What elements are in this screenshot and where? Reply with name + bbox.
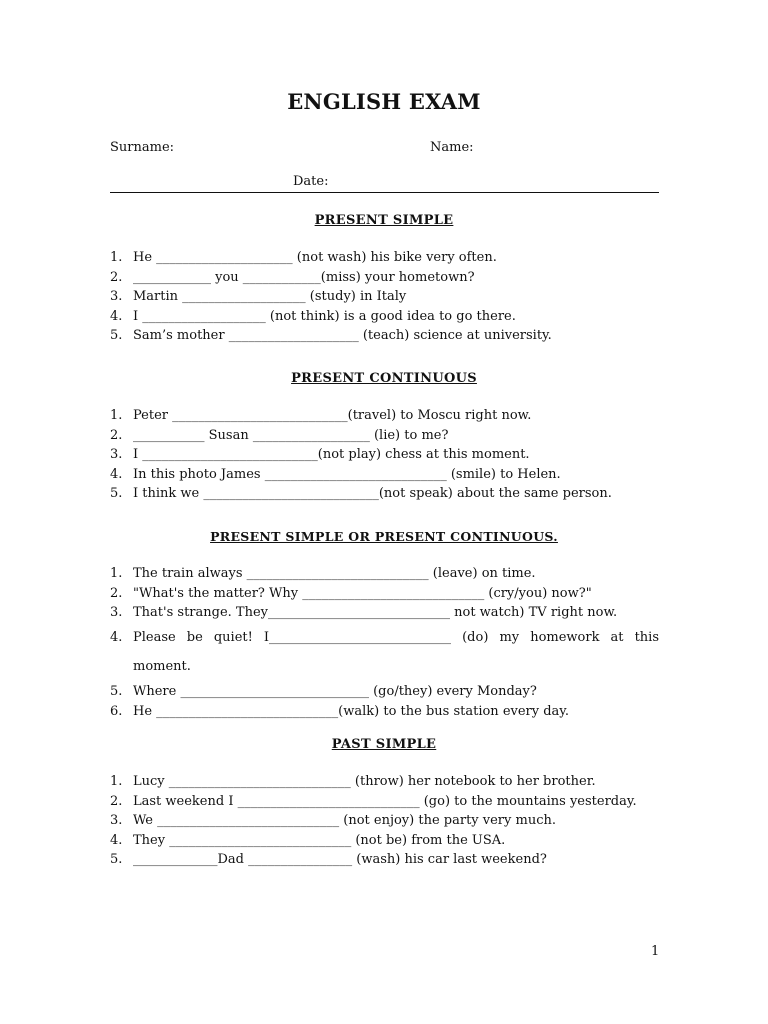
exam-title: ENGLISH EXAM [287,89,481,114]
list-item [110,564,659,584]
date-label: Date: [293,174,329,189]
item-number: 4. [110,308,123,324]
section-heading-past-simple: PAST SIMPLE [331,737,437,752]
page-number: 1 [651,944,660,959]
list-item [110,603,659,623]
item-number: 3. [110,813,123,829]
item-text: I think we ___________________________(not speak) about the same person. [133,486,612,502]
item-text: I ___________________________(not play) chess at this moment. [133,447,530,463]
list-item [110,406,659,426]
item-text: The train always ____________________________ (leave) on time. [133,566,536,581]
item-number: 2. [110,793,123,809]
present-simple-list [110,248,659,346]
item-number: 5. [110,328,123,344]
item-text: ___________ Susan __________________ (lie) to me? [133,427,449,443]
item-text: He _____________________ (not wash) his bike very often. [133,250,497,265]
present-simple-or-continuous-list [110,564,659,721]
item-number: 2. [110,585,123,601]
list-item [110,445,659,465]
past-simple-list [110,772,659,870]
item-number: 3. [110,289,123,305]
item-text: ____________ you ____________(miss) your hometown? [133,269,475,285]
list-item [110,307,659,327]
list-item [110,326,659,346]
item-text: They ____________________________ (not be) from the USA. [133,832,506,848]
item-text: Please be quiet! I____________________________ (do) my homework at this moment. [133,629,659,675]
item-text: Lucy ____________________________ (throw) her notebook to her brother. [133,774,596,789]
item-number: 5. [110,486,123,502]
item-text: We ____________________________ (not enjoy) the party very much. [133,813,556,829]
list-item [110,792,659,812]
item-text: That's strange. They____________________________ not watch) TV right now. [133,605,618,621]
item-number: 5. [110,683,123,699]
list-item [110,623,659,682]
item-number: 3. [110,605,123,621]
list-item [110,850,659,870]
item-text: Martin ___________________ (study) in Italy [133,289,407,305]
list-item [110,682,659,702]
list-item [110,702,659,722]
item-text: Last weekend I ____________________________ (go) to the mountains yesterday. [133,793,637,809]
item-text: "What's the matter? Why ____________________________ (cry/you) now?" [133,585,592,601]
list-item [110,426,659,446]
list-item [110,772,659,792]
item-number: 4. [110,832,123,848]
list-item [110,287,659,307]
item-number: 2. [110,269,123,285]
section-heading-present-continuous: PRESENT CONTINUOUS [291,371,477,386]
item-number: 1. [110,566,123,581]
section-heading-present-simple-or-continuous: PRESENT SIMPLE OR PRESENT CONTINUOUS. [210,529,558,544]
item-number: 6. [110,703,123,719]
item-text: In this photo James ____________________________ (smile) to Helen. [133,466,561,482]
list-item [110,811,659,831]
name-label: Name: [430,140,474,155]
item-number: 4. [110,629,123,645]
item-number: 4. [110,466,123,482]
item-text: Peter ___________________________(travel) to Moscu right now. [133,408,532,423]
surname-label: Surname: [110,140,175,155]
list-item [110,268,659,288]
item-number: 3. [110,447,123,463]
present-continuous-list [110,406,659,504]
item-number: 1. [110,774,123,789]
list-item [110,831,659,851]
item-text: He ____________________________(walk) to the bus station every day. [133,703,570,719]
item-text: Sam’s mother ____________________ (teach) science at university. [133,328,552,344]
item-number: 1. [110,408,123,423]
list-item [110,484,659,504]
item-number: 2. [110,427,123,443]
item-text: _____________Dad ________________ (wash) his car last weekend? [133,852,547,868]
list-item [110,584,659,604]
item-text: I ___________________ (not think) is a good idea to go there. [133,308,516,324]
section-heading-present-simple: PRESENT SIMPLE [314,213,454,228]
item-text: Where _____________________________ (go/they) every Monday? [133,683,537,699]
list-item [110,465,659,485]
list-item [110,248,659,268]
header-divider [110,192,659,193]
item-number: 5. [110,852,123,868]
item-number: 1. [110,250,123,265]
